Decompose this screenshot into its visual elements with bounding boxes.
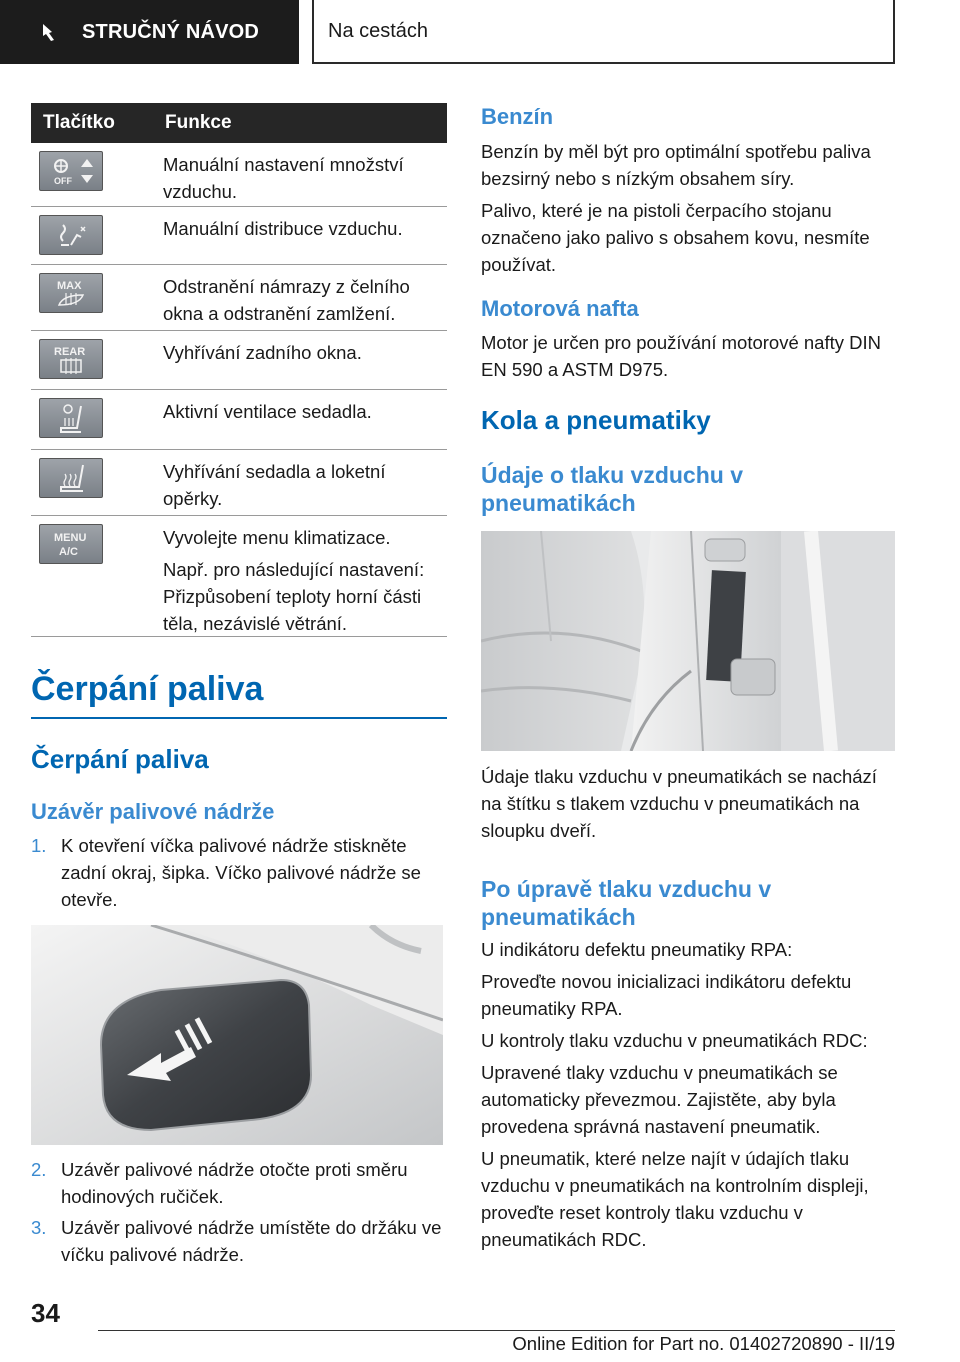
row-text: Vyhřívání sedadla a loketní opěrky. — [163, 461, 386, 509]
po-uprave-text — [481, 936, 895, 1253]
door-pillar-photo — [481, 531, 895, 751]
icon-label: REAR — [54, 346, 86, 358]
rear-defrost-icon — [39, 339, 103, 379]
page-number: 34 — [31, 1298, 60, 1328]
step-item — [31, 1214, 447, 1268]
subsection-heading: Čerpání paliva — [31, 744, 209, 774]
step-item — [31, 832, 447, 913]
row-text: Odstranění námrazy z čelního okna a odstranění zamlžení. — [163, 276, 410, 324]
topic-heading: Uzávěr palivové nádrže — [31, 799, 275, 824]
table-header — [31, 103, 447, 143]
row-text: Aktivní ventilace sedadla. — [163, 401, 372, 422]
footer-divider — [98, 1330, 895, 1331]
section-label: STRUČNÝ NÁVOD — [82, 20, 260, 43]
icon-label: OFF — [54, 176, 72, 186]
icon-label: MAX — [57, 280, 82, 292]
fuel-flap-photo — [31, 925, 443, 1145]
step-text: Uzávěr palivové nádrže otočte proti směru hodinových ručiček. — [61, 1159, 408, 1207]
edition-footer: Online Edition for Part no. 01402720890 - II/19 — [512, 1333, 895, 1354]
section-tab[interactable] — [0, 0, 299, 64]
paragraph: Údaje tlaku vzduchu v pneumatikách se nachází na štítku s tlakem vzduchu v pneumatikách na sloupku dveří. — [481, 766, 877, 841]
topic-heading: Po úpravě tlaku vzduchu v pneumatikách — [481, 876, 772, 930]
step-item — [31, 1156, 447, 1210]
topic-heading: Motorová nafta — [481, 296, 639, 321]
row-text: Vyvolejte menu klimatizace. — [163, 527, 391, 548]
table-row — [31, 143, 447, 207]
row-text: Manuální nastavení množství vzduchu. — [163, 154, 404, 202]
paragraph: U indikátoru defektu pneumatiky RPA: — [481, 939, 793, 960]
chapter-title: Na cestách — [312, 0, 895, 64]
quick-guide-icon — [40, 21, 62, 43]
table-row — [31, 265, 447, 331]
row-text: Např. pro následující nastavení: Přizpůsobení teploty horní části těla, nezávislé větrání. — [163, 559, 425, 634]
table-row — [31, 450, 447, 516]
paragraph: Proveďte novou inicializaci indikátoru defektu pneumatiky RPA. — [481, 971, 852, 1019]
section-heading: Čerpání paliva — [31, 670, 447, 719]
paragraph: Palivo, které je na pistoli čerpacího stojanu označeno jako palivo s obsahem kovu, nesmíte používat. — [481, 200, 870, 275]
step-number: 3. — [31, 1217, 47, 1238]
udaje-text — [481, 763, 895, 844]
table-row — [31, 331, 447, 390]
paragraph: U pneumatik, které nelze najít v údajích tlaku vzduchu v pneumatikách na kontrolním displeji, proveďte reset kontroly tlaku vzduchu v pneumatikách RDC. — [481, 1148, 869, 1250]
topic-heading: Údaje o tlaku vzduchu v pneumatikách — [481, 462, 743, 516]
benzin-text — [481, 138, 895, 278]
step-text: K otevření víčka palivové nádrže stiskněte zadní okraj, šipka. Víčko palivové nádrže se otevře. — [61, 835, 421, 910]
table-row — [31, 207, 447, 265]
table-row — [31, 390, 447, 450]
seat-ventilation-icon — [39, 398, 103, 438]
section-heading-tires: Kola a pneumatiky — [481, 405, 711, 435]
paragraph: Motor je určen pro používání motorové nafty DIN EN 590 a ASTM D975. — [481, 332, 881, 380]
col-header-button: Tlačítko — [43, 112, 115, 133]
nafta-text — [481, 329, 895, 383]
seat-heating-icon — [39, 458, 103, 498]
paragraph: U kontroly tlaku vzduchu v pneumatikách RDC: — [481, 1030, 868, 1051]
paragraph: Benzín by měl být pro optimální spotřebu paliva bezsirný nebo s nízkým obsahem síry. — [481, 141, 871, 189]
paragraph: Upravené tlaky vzduchu v pneumatikách se automaticky převezmou. Zajistěte, aby byla provedena správná nastavení pneumatik. — [481, 1062, 838, 1137]
svg-text:A/C: A/C — [59, 546, 78, 558]
button-function-table — [31, 103, 447, 637]
row-text: Vyhřívání zadního okna. — [163, 342, 362, 363]
step-number: 1. — [31, 835, 47, 856]
step-number: 2. — [31, 1159, 47, 1180]
col-header-function: Funkce — [165, 112, 232, 133]
menu-ac-icon — [39, 524, 103, 564]
air-distribution-icon — [39, 215, 103, 255]
fan-off-arrows-icon — [39, 151, 103, 191]
row-text: Manuální distribuce vzduchu. — [163, 218, 403, 239]
topic-heading: Benzín — [481, 104, 554, 129]
table-row — [31, 516, 447, 637]
max-defrost-icon — [39, 273, 103, 313]
svg-text:MENU: MENU — [54, 532, 87, 544]
step-text: Uzávěr palivové nádrže umístěte do držáku ve víčku palivové nádrže. — [61, 1217, 442, 1265]
